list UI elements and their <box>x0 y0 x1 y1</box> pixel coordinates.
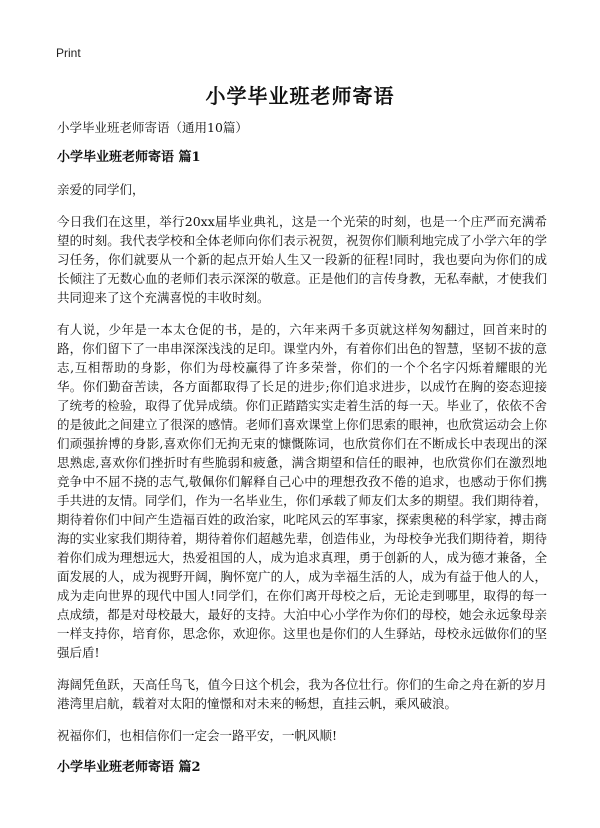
page-title: 小学毕业班老师寄语 <box>205 84 395 108</box>
body-paragraph-1: 今日我们在这里，举行20xx届毕业典礼，这是一个光荣的时刻，也是一个庄严而充满希望的时刻。我代表学校和全体老师向你们表示祝贺，祝贺你们顺利地完成了小学六年的学习任务，你们就要从一个新的起点开始人生又一段新的征程!同时，我也要向为你们的成长倾注了无数心血的老师们表示深深的敬意。正是他们的言传身教，无私奉献，才使我们共同迎来了这个充满喜悦的丰收时刻。 <box>57 214 547 305</box>
document-subtitle: 小学毕业班老师寄语（通用10篇） <box>57 120 248 135</box>
document-body <box>57 118 547 790</box>
body-paragraph-4: 祝福你们，也相信你们一定会一路平安，一帆风顺! <box>57 728 338 743</box>
section-heading-1: 小学毕业班老师寄语 篇1 <box>57 150 201 165</box>
section-heading-2: 小学毕业班老师寄语 篇2 <box>57 760 201 775</box>
body-paragraph-2: 有人说，少年是一本太仓促的书，是的，六年来两千多页就这样匆匆翻过，回首来时的路，你们留下了一串串深深浅浅的足印。课堂内外，有着你们出色的智慧，坚韧不拔的意志,互相帮助的身影，你们为母校赢得了许多荣誉，你们的一个个名字闪烁着耀眼的光华。你们勤奋苦读，各方面都取得了长足的进步;你们追求进步，以成竹在胸的姿态迎接了统考的检验，取得了优异成绩。你们正踏踏实实走着生活的每一天。毕业了，依依不舍的是彼此之间建立了很深的感情。老师们喜欢课堂上你们思索的眼神，也欣赏运动会上你们顽强拚博的身影,喜欢你们无拘无束的慷慨陈词，也欣赏你们在不断成长中表现出的深思熟虑,喜欢你们挫折时有些脆弱和疲惫，满含期望和信任的眼神，也欣赏你们在激烈地竞争中不屈不挠的志气,敬佩你们解释自己心中的理想孜孜不倦的追求，也感动于你们携手共进的友情。同学们，作为一名毕业生，你们承载了师友们太多的期望。我们期待着，期待着你们中间产生造福百姓的政治家，叱咤风云的军事家，探索奥秘的科学家，搏击商海的实业家我们期待着，期待着你们超越先辈，创造伟业，为母校争光我们期待着，期待着你们成为理想远大，热爱祖国的人，成为追求真理，勇于创新的人，成为德才兼备，全面发展的人，成为视野开阔，胸怀宽广的人，成为幸福生活的人，成为有益于他人的人，成为走向世界的现代中国人!同学们，在你们离开母校之后，无论走到哪里，取得的每一点成绩，都是对母校最大，最好的支持。大泊中心小学作为你们的母校，她会永远象母亲一样支持你，培育你，思念你，欢迎你。这里也是你们的人生驿站，母校永远做你们的坚强后盾! <box>57 322 547 660</box>
greeting-paragraph: 亲爱的同学们， <box>57 182 145 197</box>
print-link[interactable]: Print <box>56 46 81 60</box>
body-paragraph-3: 海阔凭鱼跃，天高任鸟飞，值今日这个机会，我为各位壮行。你们的生命之舟在新的岁月港湾里启航，载着对太阳的憧憬和对未来的畅想，直挂云帆，乘风破浪。 <box>57 677 547 711</box>
